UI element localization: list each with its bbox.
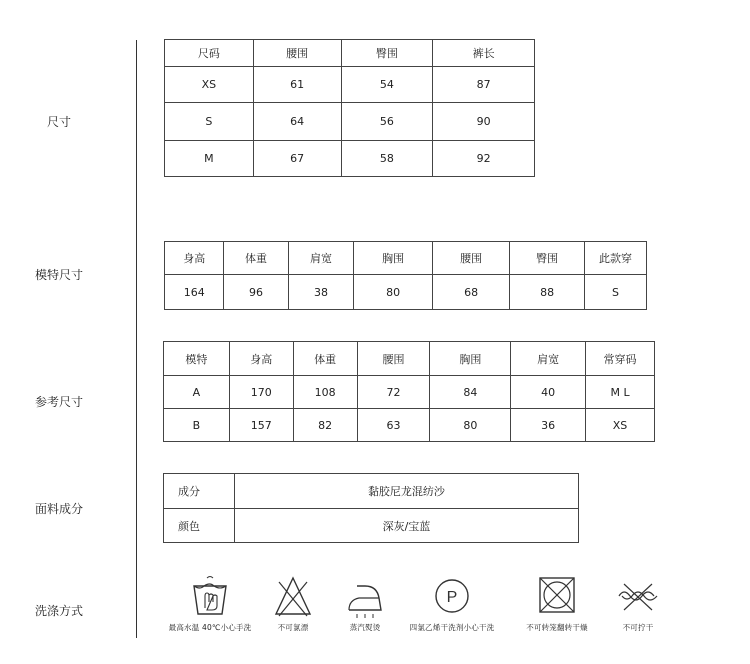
table-header-cell: 体重: [224, 242, 288, 275]
table-header-cell: 肩宽: [288, 242, 354, 275]
table-cell: 82: [293, 409, 357, 442]
table-cell: 58: [341, 141, 433, 177]
table-header-cell: 体重: [293, 342, 357, 376]
table-cell: S: [584, 275, 646, 310]
table-cell: 54: [341, 67, 433, 103]
table-cell: 80: [354, 275, 432, 310]
table-cell: 67: [253, 141, 341, 177]
table-cell: 黏胶尼龙混纺沙: [234, 474, 578, 509]
svg-text:P: P: [446, 589, 458, 606]
table-cell: 72: [357, 376, 430, 409]
care-item-no-wring: [608, 574, 668, 633]
table-cell: 61: [253, 67, 341, 103]
reference-size-table: [163, 341, 655, 442]
table-cell: M L: [586, 376, 655, 409]
table-cell: 170: [229, 376, 293, 409]
table-header-row: [165, 242, 647, 275]
table-cell: 157: [229, 409, 293, 442]
section-label-fabric: 面料成分: [34, 502, 83, 516]
dry-clean-p-icon: [432, 574, 472, 620]
section-label-washing: 洗涤方式: [34, 604, 83, 618]
table-header-cell: 常穿码: [586, 342, 655, 376]
table-cell: 96: [224, 275, 288, 310]
table-row: [165, 67, 535, 103]
table-header-cell: 腰围: [432, 242, 509, 275]
table-cell: 深灰/宝蓝: [234, 509, 578, 543]
care-label: 蒸汽熨烫: [349, 623, 381, 632]
table-header-cell: 肩宽: [511, 342, 586, 376]
size-table: [164, 39, 535, 177]
table-header-cell: 腰围: [357, 342, 430, 376]
hand-wash-icon: [190, 574, 230, 620]
table-cell: XS: [586, 409, 655, 442]
table-cell: XS: [165, 67, 254, 103]
care-label: 四氯乙烯干洗剂小心干洗: [409, 623, 495, 632]
table-header-cell: 身高: [165, 242, 224, 275]
care-item-no-bleach: [264, 574, 322, 633]
model-size-table: [164, 241, 647, 310]
care-item-hand-wash: [155, 574, 265, 633]
table-cell: A: [164, 376, 230, 409]
table-header-cell: 裤长: [433, 40, 535, 67]
table-cell: 87: [433, 67, 535, 103]
table-header-cell: 腰围: [253, 40, 341, 67]
table-cell: B: [164, 409, 230, 442]
section-divider-line: [136, 40, 137, 638]
table-header-row: [165, 40, 535, 67]
no-tumble-dry-icon: [537, 574, 577, 620]
section-label-size: 尺寸: [46, 115, 71, 129]
table-header-cell: 模特: [164, 342, 230, 376]
table-row: [165, 275, 647, 310]
table-header-cell: 此款穿: [584, 242, 646, 275]
fabric-table: [163, 473, 579, 543]
table-cell: 88: [510, 275, 585, 310]
table-cell: 164: [165, 275, 224, 310]
table-cell: 84: [430, 376, 511, 409]
table-header-cell: 臀围: [341, 40, 433, 67]
table-header-cell: 尺码: [165, 40, 254, 67]
table-cell: 68: [432, 275, 509, 310]
table-row: [165, 141, 535, 177]
steam-iron-icon: [345, 574, 385, 620]
no-wring-icon: [616, 574, 660, 620]
table-header-cell: 胸围: [430, 342, 511, 376]
section-label-model-size: 模特尺寸: [34, 268, 83, 282]
table-row: [164, 376, 655, 409]
care-item-no-tumble-dry: [512, 574, 602, 633]
table-cell: S: [165, 103, 254, 141]
table-row: [164, 509, 579, 543]
table-header-cell: 身高: [229, 342, 293, 376]
table-cell: 92: [433, 141, 535, 177]
care-label: 不可氯漂: [277, 623, 309, 632]
no-bleach-icon: [273, 574, 313, 620]
table-cell: 63: [357, 409, 430, 442]
table-cell: 56: [341, 103, 433, 141]
table-row: [164, 474, 579, 509]
table-cell: 颜色: [164, 509, 235, 543]
table-cell: 108: [293, 376, 357, 409]
table-cell: 90: [433, 103, 535, 141]
table-cell: 40: [511, 376, 586, 409]
table-cell: 38: [288, 275, 354, 310]
table-cell: 64: [253, 103, 341, 141]
care-item-dry-clean: [393, 574, 511, 633]
table-header-cell: 胸围: [354, 242, 432, 275]
table-header-cell: 臀围: [510, 242, 585, 275]
care-label: 不可拧干: [622, 623, 654, 632]
table-row: [164, 409, 655, 442]
table-cell: 成分: [164, 474, 235, 509]
table-cell: 80: [430, 409, 511, 442]
table-cell: M: [165, 141, 254, 177]
care-label: 最高水温 40℃小心手洗: [168, 623, 252, 632]
section-label-reference-size: 参考尺寸: [34, 395, 83, 409]
table-cell: 36: [511, 409, 586, 442]
care-item-steam-iron: [337, 574, 393, 633]
table-row: [165, 103, 535, 141]
care-label: 不可转笼翻转干燥: [526, 623, 588, 632]
table-header-row: [164, 342, 655, 376]
